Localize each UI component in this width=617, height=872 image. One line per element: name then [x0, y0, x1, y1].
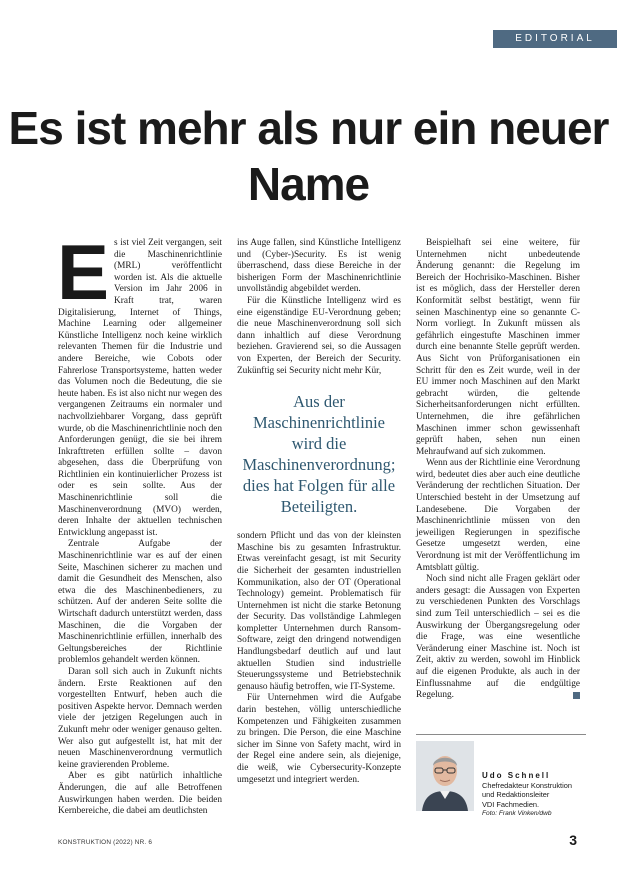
- paragraph: Daran soll sich auch in Zukunft nichts ändern. Erste Reaktionen auf den vorgestellten Entwurf, heben auch die positiven Aspekte hervor. Demnach werden viele der jetzigen Regelungen auch in Zukunft mehr oder weniger genauso gelten. Wer also gut aufgestellt ist, hat mit der neuen Maschinenverordnung vermutlich keine gravierenden Probleme.: [58, 666, 222, 770]
- paragraph: Zentrale Aufgabe der Maschinenrichtlinie war es auf der einen Seite, Maschinen sicherer zu machen und damit die Gesundheit des Menschen, also etwa die des Maschinenbedieners, zu schützen. Auf der anderen Seite sollte die Wirtschaft dadurch unterstützt werden, dass Maschinen, die die Vorgaben der Maschinenrichtlinie erfüllen, innerhalb des Geltungsbereiches der Richtlinie problemlos gehandelt werden können.: [58, 539, 222, 666]
- author-portrait-icon: [416, 741, 474, 811]
- paragraph: Wenn aus der Richtlinie eine Verordnung wird, bedeutet dies aber auch eine deutliche Veränderung der rechtlichen Situation. Der Unterschied besteht in der Umsetzung auf Landesebene. Die Vorgaben der Maschinenrichtlinie müssen von den jeweiligen Regierungen in spezifische Gesetze umgesetzt werden, eine Verordnung ist mit der Veröffentlichung im Amtsblatt gültig.: [416, 458, 580, 573]
- footer-publication: KONSTRUKTION (2022) NR. 6: [58, 839, 153, 846]
- page-number: 3: [569, 832, 577, 848]
- author-role: und Redaktionsleiter: [482, 790, 550, 799]
- text-column-1: [57, 228, 222, 818]
- paragraph: sondern Pflicht und das von der kleinsten Maschine bis zu gesamten Infrastruktur. Etwas vereinfacht gesagt, ist mit Security die Sicherheit der gesamten industriellen Kommunikation, also der OT (Operational Technology) gemeint. Problematisch für Unternehmen ist nicht die starke Betonung der Security. Das vollständige Lahmlegen kompletter Unternehmen durch Ransom-Software, zeigt den dringend notwendigen Handlungsbedarf deutlich auf und laut aktuellen Studien sind industrielle Steuerungssysteme und Betriebstechnik genauso häufig betroffen, wie IT-Systeme.: [237, 531, 401, 692]
- author-role: VDI Fachmedien.: [482, 799, 540, 809]
- section-label: EDITORIAL: [493, 30, 617, 48]
- photo-credit: Foto: Frank Vinken/dwb: [482, 810, 552, 817]
- author-photo: [416, 741, 474, 811]
- headline: Es ist mehr als nur ein neuer Name: [8, 102, 609, 210]
- author-info: [482, 771, 592, 819]
- paragraph: Für Unternehmen wird die Aufgabe darin bestehen, völlig unterschiedliche Kompetenzen und Fähigkeiten zusammen zu bringen. Die Person, die eine Maschine sicher im Sinne von Safety macht, wird in der Regel eine andere sein, als diejenige, die weiß, wie Cybersecurity-Konzepte umgesetzt und integriert werden.: [237, 693, 401, 785]
- author-box: [416, 734, 586, 817]
- text-column-2: [237, 238, 401, 786]
- end-mark-icon: [573, 692, 580, 699]
- paragraph: Noch sind nicht alle Fragen geklärt oder anders gesagt: die Aussagen von Experten zu verschiedenen Punkten des Vorschlags sind zum Teil unterschiedlich – sei es die Auswirkung der Übergangsregelung oder die Frage, was eine wesentliche Veränderung einer Maschine ist. Noch ist Zeit, aktiv zu werden, sowohl im Hinblick auf die eigenen Produkte, als auch in der Einflussnahme auf die endgültige Regelung.: [416, 574, 580, 701]
- text-column-3: [416, 238, 580, 702]
- paragraph: Für die Künstliche Intelligenz wird es eine eigenständige EU-Verordnung geben; die neue Maschinenverordnung soll sich dann inhaltlich auf diese Verordnung beziehen. Gravierend sei, so die Aussagen von Experten, der Bereich der Security. Zukünftig sei Security nicht mehr Kür,: [237, 295, 401, 376]
- pull-quote: Aus der Maschinenrichtlinie wird die Maschinenverordnung; dies hat Folgen für alle Beteiligten.: [242, 392, 396, 517]
- paragraph: Aber es gibt natürlich inhaltliche Änderungen, die auf alle Betroffenen Auswirkungen haben werden. Die beiden Kernbereiche, die dabei am deutlichsten: [58, 771, 222, 817]
- paragraph: Beispielhaft sei eine weitere, für Unternehmen nicht unbedeutende Änderung genannt: die Regelung im Bereich der Hochrisiko-Maschinen. Bisher ist es möglich, dass der Hersteller deren Konformität selbst bestätigt, wenn für seinen Maschinentyp eine so genannte C-Norm vorliegt. In Zukunft müssen als gefährlich eingestufte Maschinen immer durch eine benannte Stelle geprüft werden. Aus Sicht von Prüforganisationen ein Schritt für den es Zeit wurde, weil in der EU immer noch Maschinen auf den Markt gebracht würden, die geltende Sicherheitsanforderungen nicht erfüllten. Unternehmen, die ihre gefährlichen Maschinen immer schon gewissenhaft geprüft haben, sehen nun einen Mehraufwand auf sich zukommen.: [416, 238, 580, 457]
- paragraph: Es ist viel Zeit vergangen, seit die Maschinenrichtlinie (MRL) veröffentlicht worden ist. Als die aktuelle Version im Jahr 2006 in Kraft trat, waren Digitalisierung, Internet of Things, Machine Learning oder allgemeiner Künstliche Intelligenz noch keine wirklich relevanten Themen für die Industrie und andere Bereiche, wie Cobots oder Fahrerlose Transportsysteme, hatten weder das Volumen noch die Bedeutung, die sie heute haben. Es ist also nicht nur wegen des vergangenen Zeitraums ein normaler und nachvollziehbarer Vorgang, dass geprüft wurde, ob die Maschinenrichtlinie noch den Anforderungen genügt, die sie bei ihrem Inkrafttreten erfüllen sollte – davon abgesehen, dass die Überprüfung von Richtlinien ein kontinuierlicher Prozess ist oder es sein sollte. Aus der Maschinenrichtlinie soll die Maschinenverordnung (MVO) werden, deren Inhalte der aktuellen technischen Entwicklung angepasst ist.: [57, 228, 222, 538]
- author-role: Chefredakteur Konstruktion: [482, 780, 572, 790]
- paragraph: ins Auge fallen, sind Künstliche Intelligenz und (Cyber-)Security. Es ist wenig überraschend, dass diese Bereiche in der bisherigen Form der Maschinenrichtlinie unvollständig abgebildet werden.: [237, 238, 401, 295]
- drop-cap: E: [57, 228, 110, 316]
- author-name: Udo Schnell: [482, 771, 551, 780]
